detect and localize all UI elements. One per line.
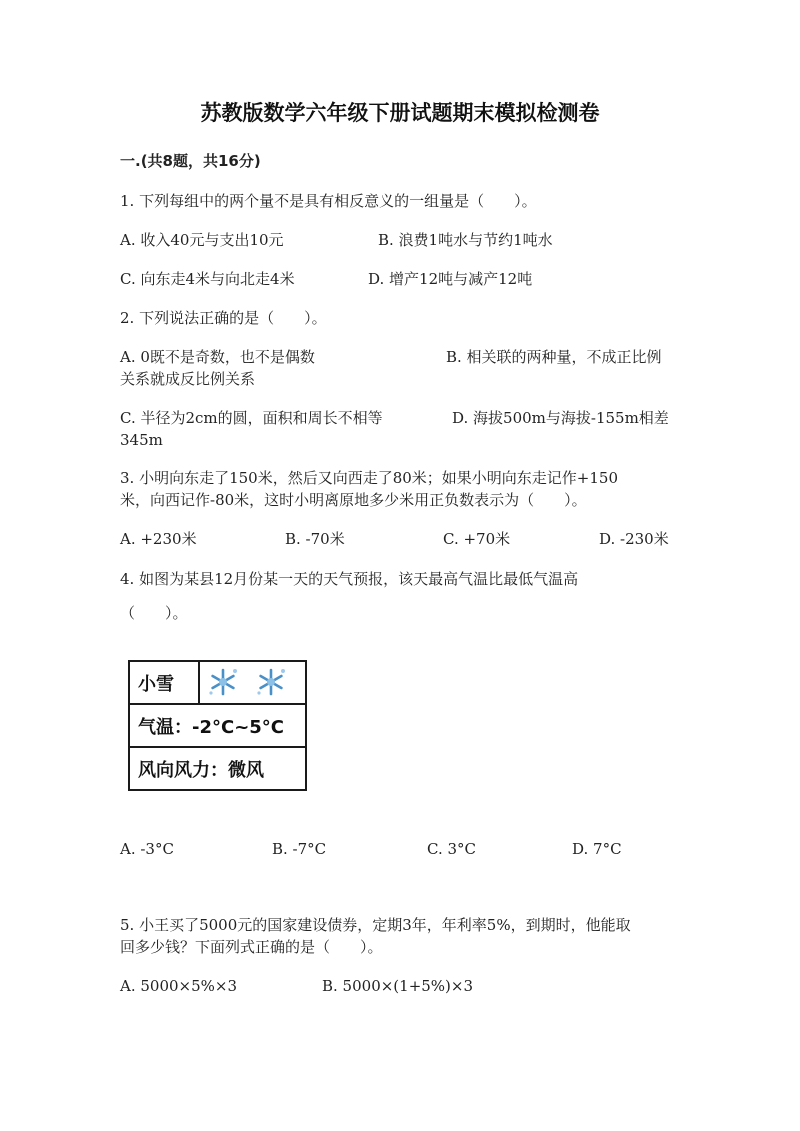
section-heading: 一.(共8题，共16分) [120,152,261,170]
page-title: 苏教版数学六年级下册试题期末模拟检测卷 [200,101,600,125]
question-5-stem: 5. 小王买了5000元的国家建设债券，定期3年，年利率5%，到期时，他能取 [120,916,631,934]
forecast-wind-row [130,748,305,789]
question-3-option-d: D. -230米 [599,530,669,548]
question-2-option-d: D. 海拔500m与海拔-155m相差 [452,409,669,427]
question-2-option-c: C. 半径为2cm的圆，面积和周长不相等 [120,409,383,427]
question-3-option-b: B. -70米 [285,530,345,548]
question-2-option-a: A. 0既不是奇数，也不是偶数 [120,348,315,366]
forecast-temperature-row [130,705,305,748]
question-2-option-b: B. 相关联的两种量，不成正比例 [446,348,662,366]
snowflake-icon [256,667,286,697]
question-2-option-d-cont: 345m [120,431,163,449]
question-1-stem: 1. 下列每组中的两个量不是具有相反意义的一组量是（ ）。 [120,192,537,210]
question-1-option-a: A. 收入40元与支出10元 [120,231,284,249]
question-3-option-c: C. +70米 [443,530,511,548]
question-2-stem: 2. 下列说法正确的是（ ）。 [120,309,327,327]
question-2-option-b-cont: 关系就成反比例关系 [120,370,256,388]
question-5-option-b: B. 5000×(1+5%)×3 [322,977,474,995]
weather-forecast-figure [128,660,307,791]
question-3-option-a: A. +230米 [120,530,197,548]
question-4-stem-cont: （ ）。 [120,604,188,622]
forecast-divider [198,662,200,703]
forecast-weather: 小雪 [138,673,174,695]
forecast-wind: 风向风力：微风 [138,759,264,781]
snowflake-icon [208,667,238,697]
forecast-temperature: 气温：-2°C~5°C [138,716,285,738]
question-4-stem: 4. 如图为某县12月份某一天的天气预报，该天最高气温比最低气温高 [120,570,579,588]
question-4-option-c: C. 3°C [427,840,476,858]
question-1-option-d: D. 增产12吨与减产12吨 [368,270,533,288]
question-4-option-b: B. -7°C [272,840,327,858]
question-3-stem: 3. 小明向东走了150米，然后又向西走了80米；如果小明向东走记作+150 [120,469,618,487]
question-4-option-a: A. -3°C [120,840,174,858]
question-1-option-b: B. 浪费1吨水与节约1吨水 [378,231,553,249]
question-5-stem-cont: 回多少钱？下面列式正确的是（ ）。 [120,938,383,956]
question-4-option-d: D. 7°C [572,840,622,858]
forecast-weather-row [130,662,305,705]
question-5-option-a: A. 5000×5%×3 [120,977,238,995]
question-1-option-c: C. 向东走4米与向北走4米 [120,270,295,288]
question-3-stem-cont: 米，向西记作-80米，这时小明离原地多少米用正负数表示为（ ）。 [120,491,587,509]
